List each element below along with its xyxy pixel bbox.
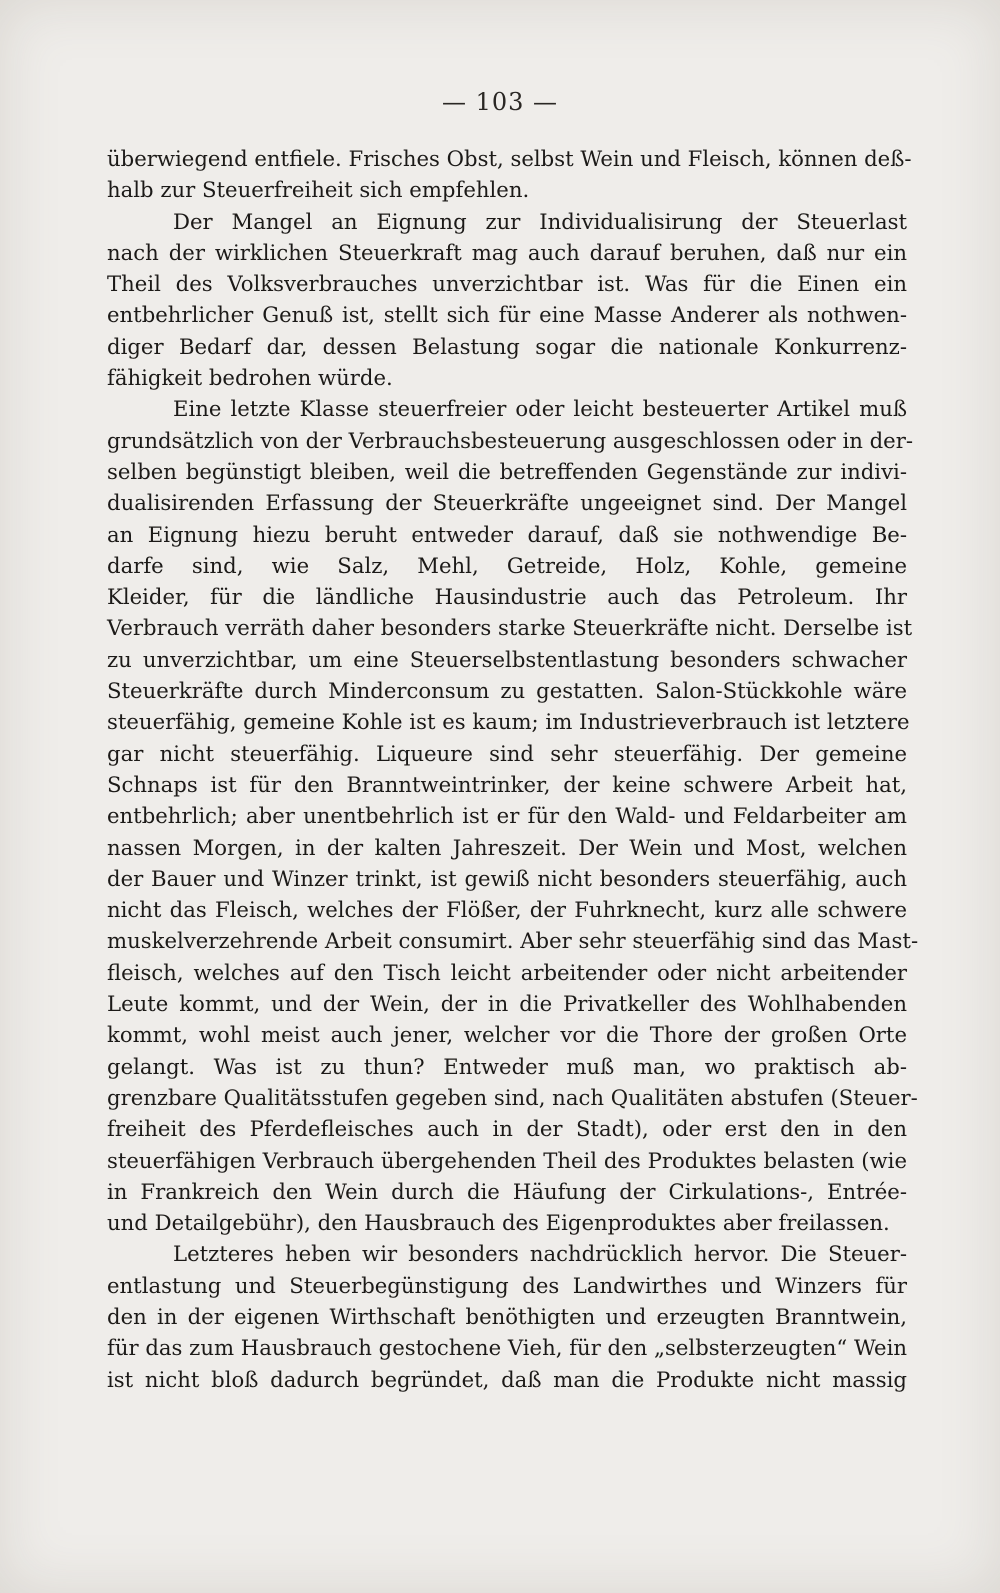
text-line: der Bauer und Winzer trinkt, ist gewiß nicht besonders steuerfähig, auch [107,865,907,891]
text-line: entlastung und Steuerbegünstigung des Landwirthes und Winzers für [107,1272,907,1298]
text-line: fähigkeit bedrohen würde. [107,365,393,391]
text-line: den in der eigenen Wirthschaft benöthigten und erzeugten Branntwein, [107,1303,907,1329]
text-line: Der Mangel an Eignung zur Individualisirung der Steuerlast [173,208,907,234]
text-line: Leute kommt, und der Wein, der in die Privatkeller des Wohlhabenden [107,991,907,1017]
body-text [107,143,919,1395]
page-number: — 103 — [441,88,559,116]
text-line: gelangt. Was ist zu thun? Entweder muß man, wo praktisch ab- [107,1053,907,1079]
text-line: dualisirenden Erfassung der Steuerkräfte ungeeignet sind. Der Mangel [107,490,907,516]
text-line: darfe sind, wie Salz, Mehl, Getreide, Holz, Kohle, gemeine [107,552,907,578]
text-line: an Eignung hiezu beruht entweder darauf, daß sie nothwendige Be- [107,521,907,547]
text-line: Verbrauch verräth daher besonders starke Steuerkräfte nicht. Derselbe ist [107,615,913,641]
text-line: zu unverzichtbar, um eine Steuerselbstentlastung besonders schwacher [107,646,907,672]
text-line: grundsätzlich von der Verbrauchsbesteuerung ausgeschlossen oder in der- [107,427,914,453]
text-line: Schnaps ist für den Branntweintrinker, der keine schwere Arbeit hat, [107,771,907,797]
text-line: Letzteres heben wir besonders nachdrücklich hervor. Die Steuer- [173,1241,907,1267]
text-line: in Frankreich den Wein durch die Häufung der Cirkulations-, Entrée- [107,1178,907,1204]
text-line: Steuerkräfte durch Minderconsum zu gestatten. Salon-Stückkohle wäre [107,678,907,704]
text-line: entbehrlich; aber unentbehrlich ist er für den Wald- und Feldarbeiter am [107,803,907,829]
text-line: steuerfähigen Verbrauch übergehenden Theil des Produktes belasten (wie [107,1147,907,1173]
text-line: diger Bedarf dar, dessen Belastung sogar die nationale Konkurrenz- [107,333,907,359]
text-line: muskelverzehrende Arbeit consumirt. Aber sehr steuerfähig sind das Mast- [107,928,919,954]
text-line: nach der wirklichen Steuerkraft mag auch darauf beruhen, daß nur ein [107,239,907,265]
text-line: grenzbare Qualitätsstufen gegeben sind, nach Qualitäten abstufen (Steuer- [107,1084,918,1110]
text-line: entbehrlicher Genuß ist, stellt sich für eine Masse Anderer als nothwen- [107,302,907,328]
text-line: kommt, wohl meist auch jener, welcher vor die Thore der großen Orte [107,1022,907,1048]
text-line: Theil des Volksverbrauches unverzichtbar ist. Was für die Einen ein [107,271,907,297]
text-line: ist nicht bloß dadurch begründet, daß man die Produkte nicht massig [107,1366,907,1392]
text-line: nassen Morgen, in der kalten Jahreszeit. Der Wein und Most, welchen [107,834,907,860]
text-line: und Detailgebühr), den Hausbrauch des Eigenproduktes aber freilassen. [107,1210,890,1236]
text-line: steuerfähig, gemeine Kohle ist es kaum; im Industrieverbrauch ist letztere [107,709,910,735]
text-line: nicht das Fleisch, welches der Flößer, der Fuhrknecht, kurz alle schwere [107,897,907,923]
text-line: Kleider, für die ländliche Hausindustrie auch das Petroleum. Ihr [107,584,907,610]
text-line: gar nicht steuerfähig. Liqueure sind sehr steuerfähig. Der gemeine [107,740,907,766]
text-line: Eine letzte Klasse steuerfreier oder leicht besteuerter Artikel muß [173,396,907,422]
text-line: halb zur Steuerfreiheit sich empfehlen. [107,177,530,203]
text-line: freiheit des Pferdefleisches auch in der Stadt), oder erst den in den [107,1116,907,1142]
text-line: fleisch, welches auf den Tisch leicht arbeitender oder nicht arbeitender [107,959,907,985]
text-line: selben begünstigt bleiben, weil die betreffenden Gegenstände zur indivi- [107,458,907,484]
text-line: für das zum Hausbrauch gestochene Vieh, für den „selbsterzeugten“ Wein [107,1335,908,1361]
text-line: überwiegend entfiele. Frisches Obst, selbst Wein und Fleisch, können deß- [107,146,912,171]
